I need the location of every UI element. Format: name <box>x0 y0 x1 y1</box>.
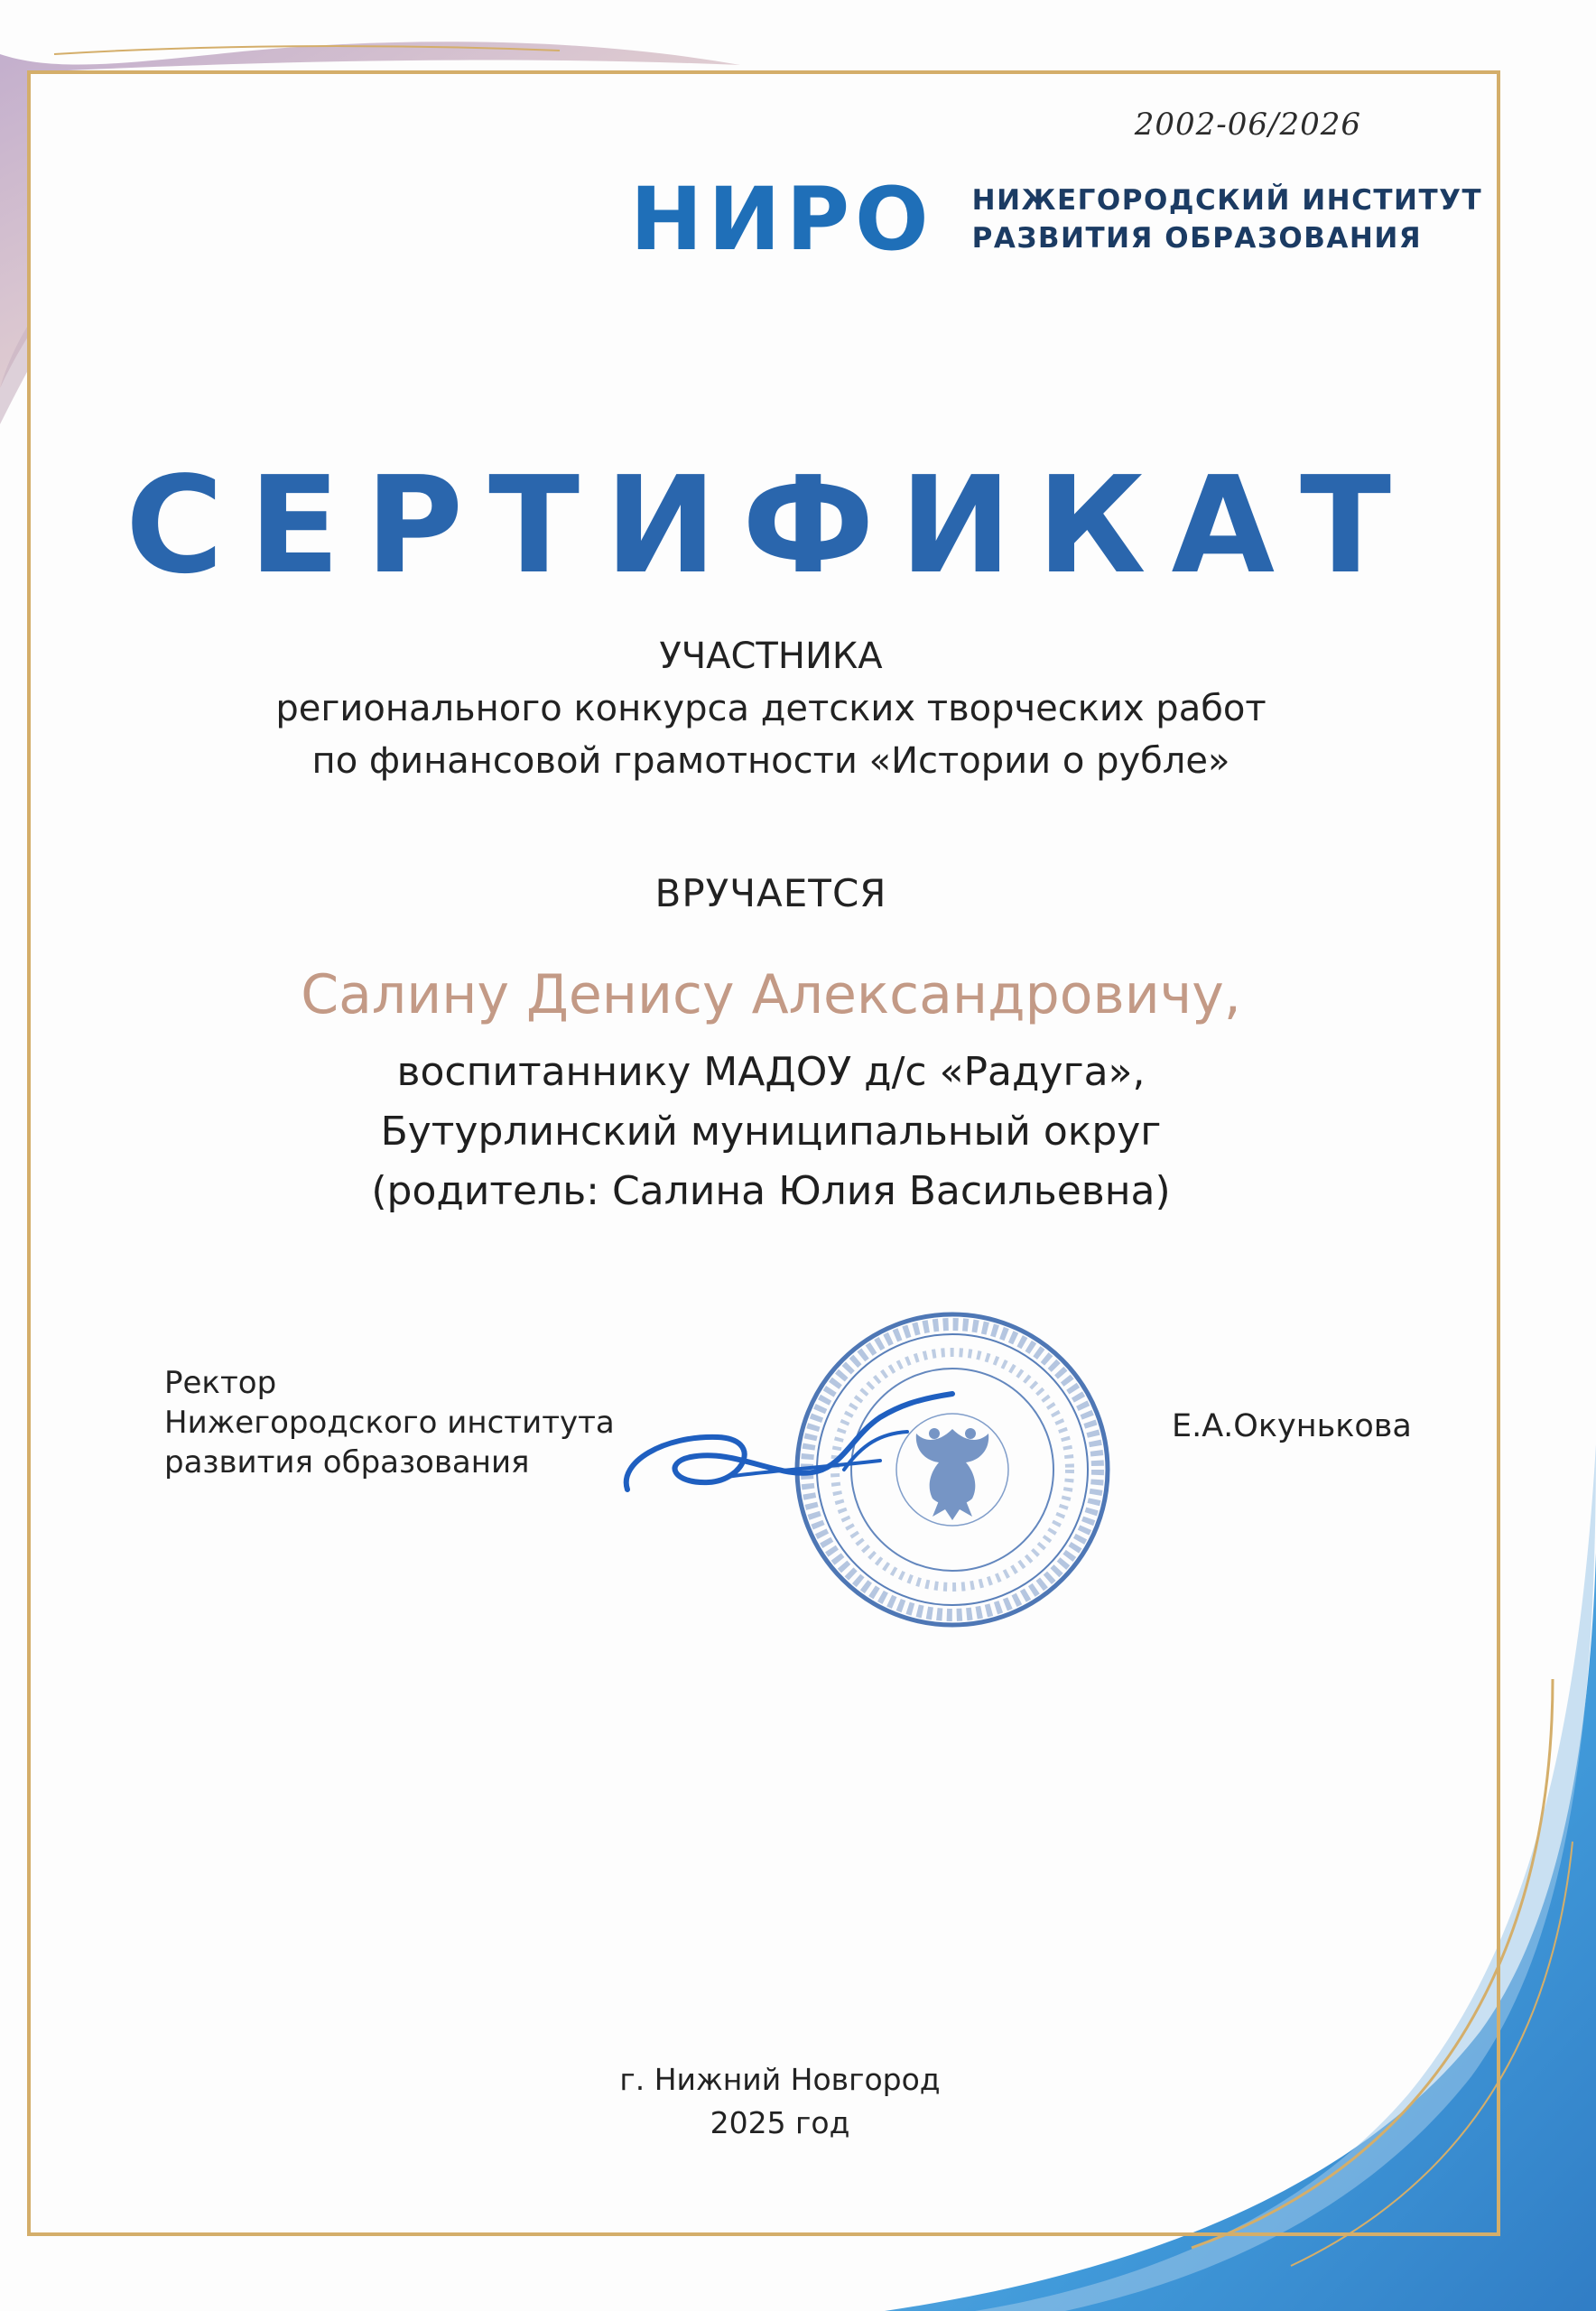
details-line-1: воспитаннику МАДОУ д/с «Радуга», <box>396 1049 1146 1095</box>
issue-year: 2025 год <box>710 2105 850 2140</box>
signer-name: Е.А.Окунькова <box>1172 1408 1412 1444</box>
certificate-serial-number: 2002-06/2026 <box>1134 107 1361 143</box>
signer-line-1: Ректор <box>164 1365 277 1401</box>
signer-line-3: развития образования <box>164 1444 530 1480</box>
logo-mark: НИРО <box>630 169 934 270</box>
issue-city: г. Нижний Новгород <box>619 2062 941 2097</box>
subtitle-line-2: регионального конкурса детских творческих работ <box>275 688 1267 729</box>
certificate-title: СЕРТИФИКАТ <box>125 448 1417 603</box>
issue-place-and-year <box>0 2058 1560 2145</box>
recipient-details <box>0 1043 1542 1221</box>
logo-line-2: РАЗВИТИЯ ОБРАЗОВАНИЯ <box>971 222 1423 255</box>
signer-position <box>164 1363 615 1482</box>
signer-line-2: Нижегородского института <box>164 1405 615 1441</box>
logo-line-1: НИЖЕГОРОДСКИЙ ИНСТИТУТ <box>971 184 1483 217</box>
details-line-3: (родитель: Салина Юлия Васильевна) <box>371 1168 1171 1214</box>
subtitle-line-1: УЧАСТНИКА <box>659 636 883 677</box>
awarded-label: ВРУЧАЕТСЯ <box>654 871 887 915</box>
rector-signature <box>609 1381 970 1517</box>
subtitle-line-3: по финансовой грамотности «Истории о рубле» <box>311 740 1230 782</box>
certificate-subtitle <box>0 630 1542 787</box>
recipient-name: Салину Денису Александровичу, <box>301 963 1241 1026</box>
niro-logo <box>630 169 1483 270</box>
logo-institute-name <box>972 181 1483 257</box>
details-line-2: Бутурлинский муниципальный округ <box>380 1109 1162 1155</box>
